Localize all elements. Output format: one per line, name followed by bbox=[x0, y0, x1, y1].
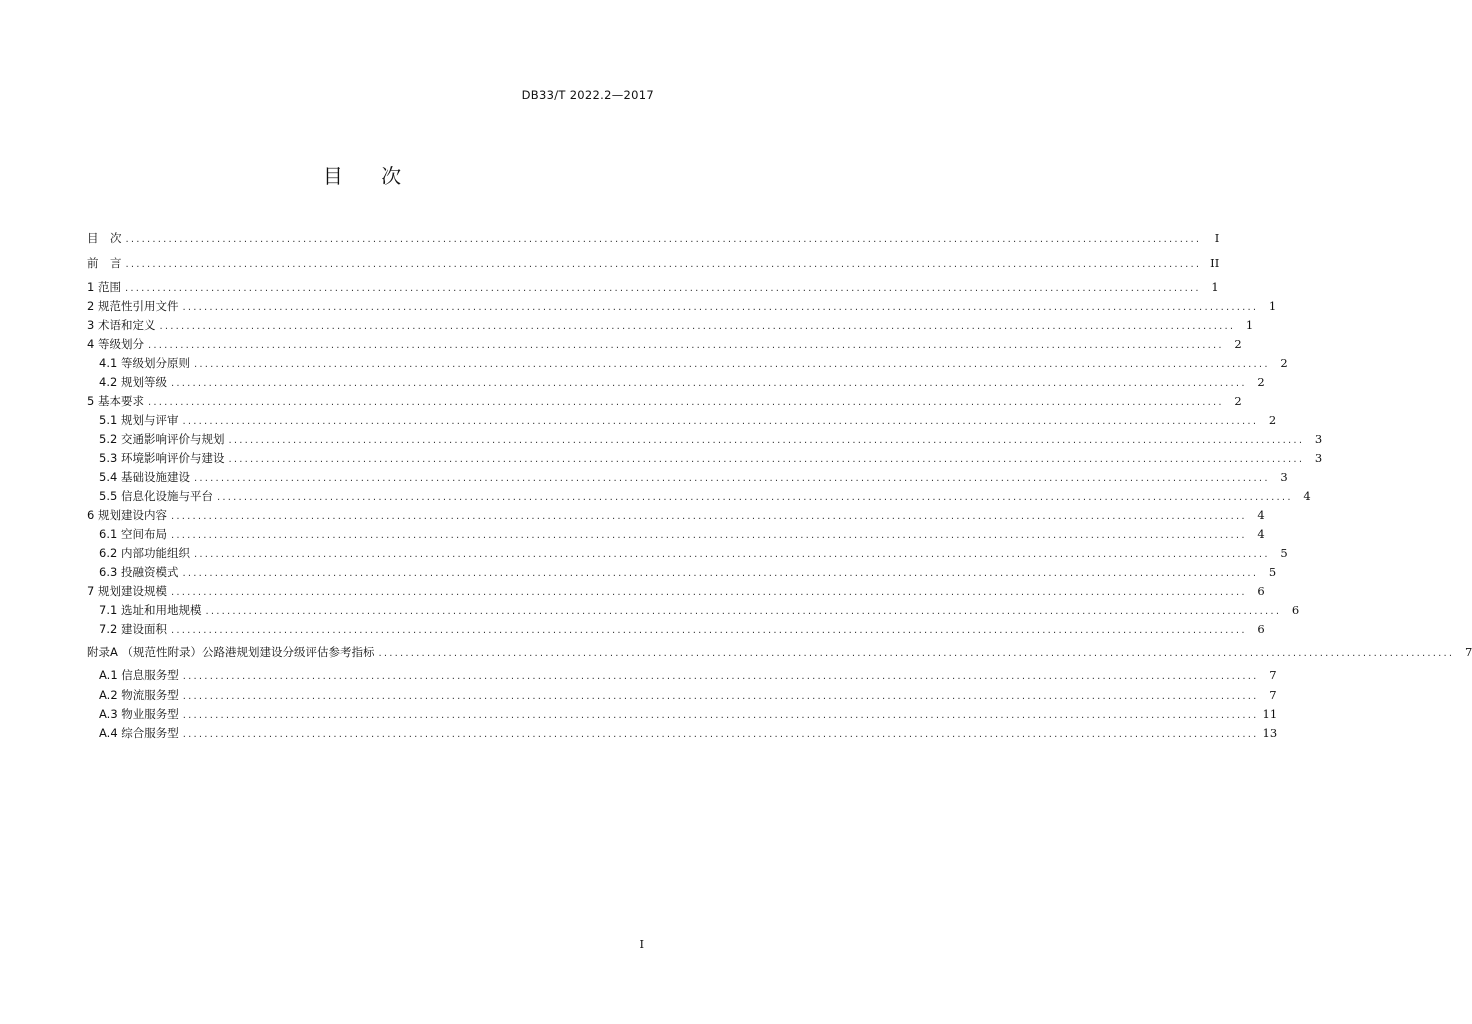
toc-leader-dots: ........................................................................................................................................................................................................ bbox=[182, 302, 1259, 313]
toc-entry[interactable] bbox=[99, 705, 1278, 723]
toc-entry-page: 3 bbox=[1314, 432, 1323, 446]
toc-leader-dots: ........................................................................................................................................................................................................ bbox=[170, 378, 1247, 389]
toc-leader-dots: ........................................................................................................................................................................................................ bbox=[182, 710, 1259, 721]
toc-entry-label: 5 基本要求 bbox=[87, 394, 144, 408]
toc-entry-page: 2 bbox=[1257, 375, 1265, 389]
toc-entry[interactable] bbox=[99, 601, 1300, 619]
toc-entry-label: A.2 物流服务型 bbox=[99, 688, 179, 702]
toc-entry-page: 1 bbox=[1268, 299, 1277, 313]
toc-entry-page: 4 bbox=[1303, 489, 1311, 503]
toc-entry[interactable] bbox=[87, 582, 1265, 600]
toc-entry-label: 7 规划建设规模 bbox=[87, 584, 167, 598]
toc-entry-label: 7.2 建设面积 bbox=[99, 622, 167, 636]
toc-entry[interactable] bbox=[99, 430, 1323, 448]
toc-entry-label: A.1 信息服务型 bbox=[99, 668, 179, 682]
toc-entry-page: II bbox=[1210, 256, 1220, 270]
toc-entry-page: 7 bbox=[1269, 688, 1277, 702]
toc-leader-dots: ........................................................................................................................................................................................................ bbox=[147, 397, 1224, 408]
toc-entry-label: 附录A （规范性附录）公路港规划建设分级评估参考指标 bbox=[87, 645, 375, 659]
toc-entry-page: 1 bbox=[1211, 280, 1219, 294]
toc-entry-page: 3 bbox=[1280, 470, 1288, 484]
toc-entry[interactable] bbox=[99, 411, 1277, 429]
page-title: 目 次 bbox=[322, 164, 418, 188]
toc-entry-label: 6.1 空间布局 bbox=[99, 527, 167, 541]
toc-entry-page: 3 bbox=[1314, 451, 1323, 465]
toc-entry-label: 4 等级划分 bbox=[87, 337, 144, 351]
toc-entry-label: 6.3 投融资模式 bbox=[99, 565, 179, 579]
toc-entry-label: 前 言 bbox=[87, 256, 122, 270]
toc-entry-label: 6 规划建设内容 bbox=[87, 508, 167, 522]
toc-entry-page: 5 bbox=[1268, 565, 1277, 579]
toc-entry-label: 3 术语和定义 bbox=[87, 318, 156, 332]
toc-leader-dots: ........................................................................................................................................................................................................ bbox=[216, 492, 1293, 503]
toc-entry-page: I bbox=[1214, 231, 1220, 245]
toc-entry[interactable] bbox=[99, 525, 1265, 543]
toc-entry-page: 6 bbox=[1257, 622, 1265, 636]
toc-entry-page: 6 bbox=[1257, 584, 1265, 598]
toc-entry[interactable] bbox=[99, 354, 1288, 372]
toc-leader-dots: ........................................................................................................................................................................................................ bbox=[378, 648, 1455, 659]
toc-entry[interactable] bbox=[99, 544, 1288, 562]
page-number: I bbox=[639, 937, 644, 951]
toc-entry-label: 1 范围 bbox=[87, 280, 121, 294]
toc-entry-page: 13 bbox=[1262, 726, 1278, 740]
toc-entry-label: 5.4 基础设施建设 bbox=[99, 470, 190, 484]
toc-entry-page: 7 bbox=[1464, 645, 1472, 659]
toc-entry-label: 5.1 规划与评审 bbox=[99, 413, 179, 427]
toc-entry-label: 6.2 内部功能组织 bbox=[99, 546, 190, 560]
toc-leader-dots: ........................................................................................................................................................................................................ bbox=[205, 606, 1282, 617]
toc-entry[interactable] bbox=[99, 724, 1278, 742]
toc-entry-label: A.4 综合服务型 bbox=[99, 726, 179, 740]
toc-entry-label: A.3 物业服务型 bbox=[99, 707, 179, 721]
toc-leader-dots: ........................................................................................................................................................................................................ bbox=[193, 473, 1270, 484]
toc-entry-label: 4.1 等级划分原则 bbox=[99, 356, 190, 370]
toc-leader-dots: ........................................................................................................................................................................................................ bbox=[159, 321, 1236, 332]
toc-entry[interactable] bbox=[87, 392, 1242, 410]
toc-entry-page: 2 bbox=[1234, 394, 1242, 408]
toc-entry[interactable] bbox=[87, 297, 1277, 315]
toc-entry[interactable] bbox=[87, 254, 1220, 272]
toc-leader-dots: ........................................................................................................................................................................................................ bbox=[125, 234, 1202, 245]
toc-entry-page: 1 bbox=[1245, 318, 1254, 332]
toc-entry[interactable] bbox=[87, 643, 1472, 661]
toc-entry[interactable] bbox=[99, 686, 1277, 704]
toc-leader-dots: ........................................................................................................................................................................................................ bbox=[228, 435, 1305, 446]
toc-entry-page: 6 bbox=[1291, 603, 1300, 617]
toc-entry[interactable] bbox=[87, 229, 1220, 247]
toc-leader-dots: ........................................................................................................................................................................................................ bbox=[170, 511, 1247, 522]
toc-entry-page: 11 bbox=[1262, 707, 1278, 721]
toc-entry-label: 2 规范性引用文件 bbox=[87, 299, 179, 313]
toc-entry-label: 目 次 bbox=[87, 231, 122, 245]
toc-entry-page: 2 bbox=[1280, 356, 1288, 370]
standard-code: DB33/T 2022.2—2017 bbox=[521, 88, 654, 102]
toc-leader-dots: ........................................................................................................................................................................................................ bbox=[125, 259, 1202, 270]
toc-entry-page: 5 bbox=[1280, 546, 1288, 560]
toc-entry[interactable] bbox=[99, 449, 1323, 467]
toc-entry-label: 7.1 选址和用地规模 bbox=[99, 603, 202, 617]
toc-leader-dots: ........................................................................................................................................................................................................ bbox=[147, 340, 1224, 351]
toc-entry-page: 4 bbox=[1257, 508, 1265, 522]
toc-leader-dots: ........................................................................................................................................................................................................ bbox=[193, 549, 1270, 560]
toc-entry[interactable] bbox=[99, 620, 1265, 638]
toc-leader-dots: ........................................................................................................................................................................................................ bbox=[124, 283, 1201, 294]
toc-leader-dots: ........................................................................................................................................................................................................ bbox=[170, 587, 1247, 598]
toc-entry[interactable] bbox=[87, 506, 1265, 524]
toc-entry-label: 4.2 规划等级 bbox=[99, 375, 167, 389]
toc-entry-label: 5.2 交通影响评价与规划 bbox=[99, 432, 225, 446]
toc-leader-dots: ........................................................................................................................................................................................................ bbox=[182, 691, 1259, 702]
toc-leader-dots: ........................................................................................................................................................................................................ bbox=[182, 729, 1259, 740]
toc-leader-dots: ........................................................................................................................................................................................................ bbox=[182, 671, 1259, 682]
toc-leader-dots: ........................................................................................................................................................................................................ bbox=[193, 359, 1270, 370]
toc-entry[interactable] bbox=[87, 316, 1254, 334]
toc-leader-dots: ........................................................................................................................................................................................................ bbox=[182, 568, 1259, 579]
toc-entry-page: 2 bbox=[1268, 413, 1277, 427]
toc-entry[interactable] bbox=[87, 278, 1219, 296]
toc-leader-dots: ........................................................................................................................................................................................................ bbox=[170, 530, 1247, 541]
toc-leader-dots: ........................................................................................................................................................................................................ bbox=[170, 625, 1247, 636]
toc-entry[interactable] bbox=[99, 487, 1311, 505]
toc-entry-page: 7 bbox=[1269, 668, 1277, 682]
toc-entry-label: 5.5 信息化设施与平台 bbox=[99, 489, 213, 503]
toc-entry-label: 5.3 环境影响评价与建设 bbox=[99, 451, 225, 465]
toc-entry[interactable] bbox=[99, 666, 1277, 684]
toc-entry-page: 4 bbox=[1257, 527, 1265, 541]
toc-entry[interactable] bbox=[99, 468, 1288, 486]
toc-entry[interactable] bbox=[99, 373, 1265, 391]
toc-entry-page: 2 bbox=[1234, 337, 1242, 351]
toc-entry[interactable] bbox=[99, 563, 1277, 581]
toc-leader-dots: ........................................................................................................................................................................................................ bbox=[182, 416, 1259, 427]
toc-entry[interactable] bbox=[87, 335, 1242, 353]
toc-leader-dots: ........................................................................................................................................................................................................ bbox=[228, 454, 1305, 465]
